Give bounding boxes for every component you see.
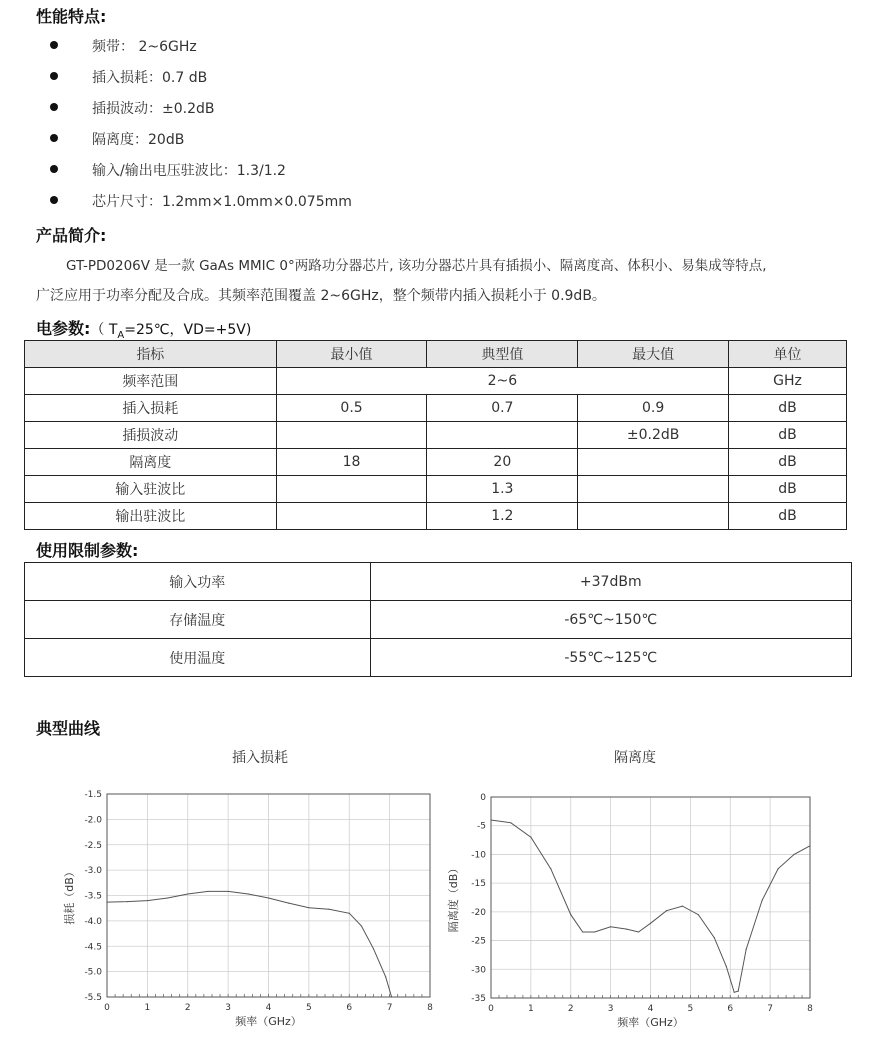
data-point [638,931,639,932]
data-point [391,996,392,997]
y-tick-label: -5.5 [84,993,102,1003]
intro-text-line1: GT-PD0206V 是一款 GaAs MMIC 0°两路功分器芯片, 该功分器芯片具有插损小、隔离度高、体积小、易集成等特点, [66,258,767,274]
x-tick-label: 4 [647,1004,654,1014]
x-tick-label: 2 [567,1004,574,1014]
table-cell: 18 [276,449,427,476]
x-tick-label: 5 [687,1004,694,1014]
bullet-icon [50,72,58,80]
data-point [248,893,249,894]
table-cell: dB [729,449,847,476]
chart-title-insertion-loss: 插入损耗 [232,750,288,766]
curves-heading: 典型曲线 [36,719,101,738]
data-point [228,891,229,892]
x-tick-label: 1 [144,1003,151,1013]
y-tick-label: -3.5 [84,891,102,902]
feature-item: 频带： 2~6GHz [92,39,197,55]
y-tick-label: -10 [471,850,486,861]
table-cell: 频率范围 [25,368,277,395]
data-point [385,976,386,977]
data-point [594,931,595,932]
elec-condition-open: （ T [90,322,118,338]
elec-condition [90,322,252,341]
limits-table [24,562,852,677]
y-tick-label: -2.0 [84,815,102,826]
x-tick-label: 6 [727,1004,734,1014]
limits-heading: 使用限制参数: [36,541,139,560]
table-cell: 2~6 [276,368,728,395]
data-point [268,897,269,898]
insertion-loss-chart [50,780,450,1042]
bullet-icon [50,196,58,204]
x-tick-label: 0 [488,1004,494,1014]
table-cell: -65℃~150℃ [370,601,851,639]
table-cell: dB [729,503,847,530]
table-cell: 1.3 [427,476,578,503]
data-point [490,819,491,820]
y-tick-label: -5.0 [84,967,102,978]
data-point [682,906,683,907]
feature-item: 插损波动：±0.2dB [92,101,215,117]
table-row [25,395,847,422]
table-row [25,422,847,449]
table-cell: dB [729,395,847,422]
data-point [714,937,715,938]
data-point [734,992,735,993]
table-cell: 0.9 [578,395,729,422]
x-tick-label: 0 [104,1003,110,1013]
table-cell [276,503,427,530]
table-cell: +37dBm [370,563,851,601]
table-cell: 插损波动 [25,422,277,449]
data-point [361,925,362,926]
data-point [106,901,107,902]
x-tick-label: 1 [528,1004,534,1014]
isolation-chart [440,780,840,1042]
electrical-params-table [24,340,847,530]
table-row [25,639,852,677]
header-cell: 指标 [25,341,277,368]
table-cell [578,476,729,503]
x-tick-label: 5 [306,1003,312,1013]
feature-item: 隔离度：20dB [92,132,185,148]
x-tick-label: 6 [346,1003,353,1013]
data-point [793,854,794,855]
elec-heading [36,316,251,341]
data-point [726,966,727,967]
data-point [570,914,571,915]
data-point [738,991,739,992]
data-point [510,822,511,823]
x-axis-label: 频率（GHz） [617,1016,684,1029]
table-cell [578,503,729,530]
table-cell [578,449,729,476]
data-point [778,868,779,869]
elec-condition-sub: A [117,329,125,341]
data-point [582,931,583,932]
y-tick-label: -30 [471,965,486,976]
data-point [610,926,611,927]
table-cell: 0.5 [276,395,427,422]
table-cell: dB [729,422,847,449]
header-cell: 最大值 [578,341,729,368]
y-tick-label: 0 [480,793,486,803]
y-tick-label: -4.0 [84,916,102,927]
table-row [25,476,847,503]
data-point [127,901,128,902]
y-axis-label: 损耗（dB） [63,866,76,925]
data-point [147,900,148,901]
x-tick-label: 8 [807,1004,813,1014]
table-cell: 0.7 [427,395,578,422]
table-row [25,449,847,476]
y-tick-label: -2.5 [84,840,102,851]
data-point [626,928,627,929]
data-point [762,900,763,901]
x-axis-label: 频率（GHz） [235,1015,302,1028]
x-tick-label: 2 [184,1003,191,1013]
data-point [550,868,551,869]
table-row [25,563,852,601]
x-tick-label: 4 [265,1003,272,1013]
feature-item: 芯片尺寸：1.2mm×1.0mm×0.075mm [92,194,352,210]
table-cell: 使用温度 [25,639,371,677]
table-cell: 输入驻波比 [25,476,277,503]
x-tick-label: 3 [607,1004,614,1014]
table-cell [427,422,578,449]
table-cell: 20 [427,449,578,476]
table-cell: 隔离度 [25,449,277,476]
data-point [530,837,531,838]
table-cell [276,476,427,503]
data-point [308,907,309,908]
table-row [25,368,847,395]
data-point [373,948,374,949]
y-tick-label: -3.0 [84,866,102,877]
x-tick-label: 7 [767,1004,773,1014]
table-cell: 存储温度 [25,601,371,639]
header-cell: 单位 [729,341,847,368]
data-point [698,914,699,915]
feature-item: 插入损耗：0.7 dB [92,70,208,86]
header-cell: 典型值 [427,341,578,368]
table-cell: 输出驻波比 [25,503,277,530]
y-axis-label: 隔离度（dB） [447,862,460,933]
data-point [288,903,289,904]
y-tick-label: -35 [471,994,486,1004]
table-cell: 输入功率 [25,563,371,601]
y-tick-label: -5 [477,821,486,832]
bullet-icon [50,103,58,111]
x-tick-label: 7 [386,1003,393,1013]
feature-item: 输入/输出电压驻波比：1.3/1.2 [92,163,286,179]
y-tick-label: -1.5 [84,790,102,800]
table-cell: dB [729,476,847,503]
data-point [650,923,651,924]
x-tick-label: 3 [225,1003,231,1013]
data-point [349,913,350,914]
bullet-icon [50,134,58,142]
table-cell: GHz [729,368,847,395]
table-cell: -55℃~125℃ [370,639,851,677]
intro-text-line2: 广泛应用于功率分配及合成。其频率范围覆盖 2~6GHz，整个频带内插入损耗小于 0.9dB。 [36,288,606,304]
y-tick-label: -15 [471,879,486,890]
data-point [666,910,667,911]
table-header-row [25,341,847,368]
y-tick-label: -20 [471,907,486,918]
features-heading: 性能特点: [36,7,107,26]
elec-condition-rest: =25℃，VD=+5V) [124,322,252,338]
data-point [167,897,168,898]
header-cell: 最小值 [276,341,427,368]
bullet-icon [50,41,58,49]
data-point [207,891,208,892]
table-row [25,503,847,530]
y-tick-label: -4.5 [84,942,102,953]
bullet-icon [50,165,58,173]
table-row [25,601,852,639]
data-point [187,893,188,894]
y-tick-label: -25 [471,936,486,947]
x-tick-label: 8 [427,1003,433,1013]
table-cell: 插入损耗 [25,395,277,422]
data-point [746,949,747,950]
elec-heading-label: 电参数: [36,319,91,338]
table-cell [276,422,427,449]
chart-title-isolation: 隔离度 [614,750,656,766]
data-point [809,845,810,846]
intro-heading: 产品简介: [36,226,107,245]
table-cell: 1.2 [427,503,578,530]
data-point [328,909,329,910]
table-cell: ±0.2dB [578,422,729,449]
